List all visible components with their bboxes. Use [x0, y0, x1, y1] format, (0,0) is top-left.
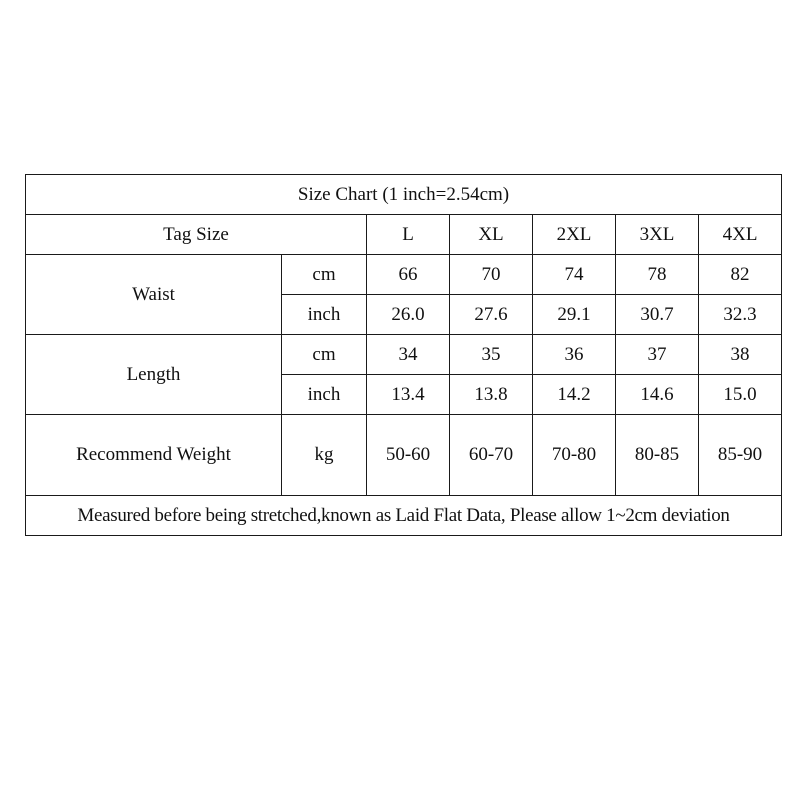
title-row	[26, 175, 782, 215]
size-header-cell: XL	[450, 215, 533, 255]
note-row	[26, 496, 782, 536]
unit-cell: cm	[282, 335, 367, 375]
value-cell: 66	[367, 255, 450, 295]
value-cell: 74	[533, 255, 616, 295]
value-cell: 50-60	[367, 415, 450, 496]
unit-cell: inch	[282, 375, 367, 415]
value-cell: 29.1	[533, 295, 616, 335]
unit-cell: inch	[282, 295, 367, 335]
size-header-cell: L	[367, 215, 450, 255]
value-cell: 27.6	[450, 295, 533, 335]
value-cell: 82	[699, 255, 782, 295]
weight-row	[26, 415, 782, 496]
size-header-cell: 2XL	[533, 215, 616, 255]
length-label: Length	[26, 335, 282, 415]
value-cell: 13.8	[450, 375, 533, 415]
measurement-note: Measured before being stretched,known as Laid Flat Data, Please allow 1~2cm deviation	[26, 496, 782, 536]
size-header-row	[26, 215, 782, 255]
value-cell: 36	[533, 335, 616, 375]
value-cell: 34	[367, 335, 450, 375]
weight-label: Recommend Weight	[26, 415, 282, 496]
value-cell: 60-70	[450, 415, 533, 496]
waist-cm-row	[26, 255, 782, 295]
tag-size-label: Tag Size	[26, 215, 367, 255]
size-header-cell: 3XL	[616, 215, 699, 255]
length-cm-row	[26, 335, 782, 375]
value-cell: 78	[616, 255, 699, 295]
value-cell: 38	[699, 335, 782, 375]
value-cell: 35	[450, 335, 533, 375]
value-cell: 13.4	[367, 375, 450, 415]
value-cell: 70-80	[533, 415, 616, 496]
unit-cell: cm	[282, 255, 367, 295]
value-cell: 32.3	[699, 295, 782, 335]
waist-label: Waist	[26, 255, 282, 335]
value-cell: 26.0	[367, 295, 450, 335]
value-cell: 37	[616, 335, 699, 375]
chart-title: Size Chart (1 inch=2.54cm)	[26, 175, 782, 215]
value-cell: 85-90	[699, 415, 782, 496]
value-cell: 14.2	[533, 375, 616, 415]
value-cell: 30.7	[616, 295, 699, 335]
value-cell: 80-85	[616, 415, 699, 496]
unit-cell: kg	[282, 415, 367, 496]
size-chart-table	[25, 174, 782, 536]
value-cell: 15.0	[699, 375, 782, 415]
value-cell: 14.6	[616, 375, 699, 415]
size-header-cell: 4XL	[699, 215, 782, 255]
value-cell: 70	[450, 255, 533, 295]
